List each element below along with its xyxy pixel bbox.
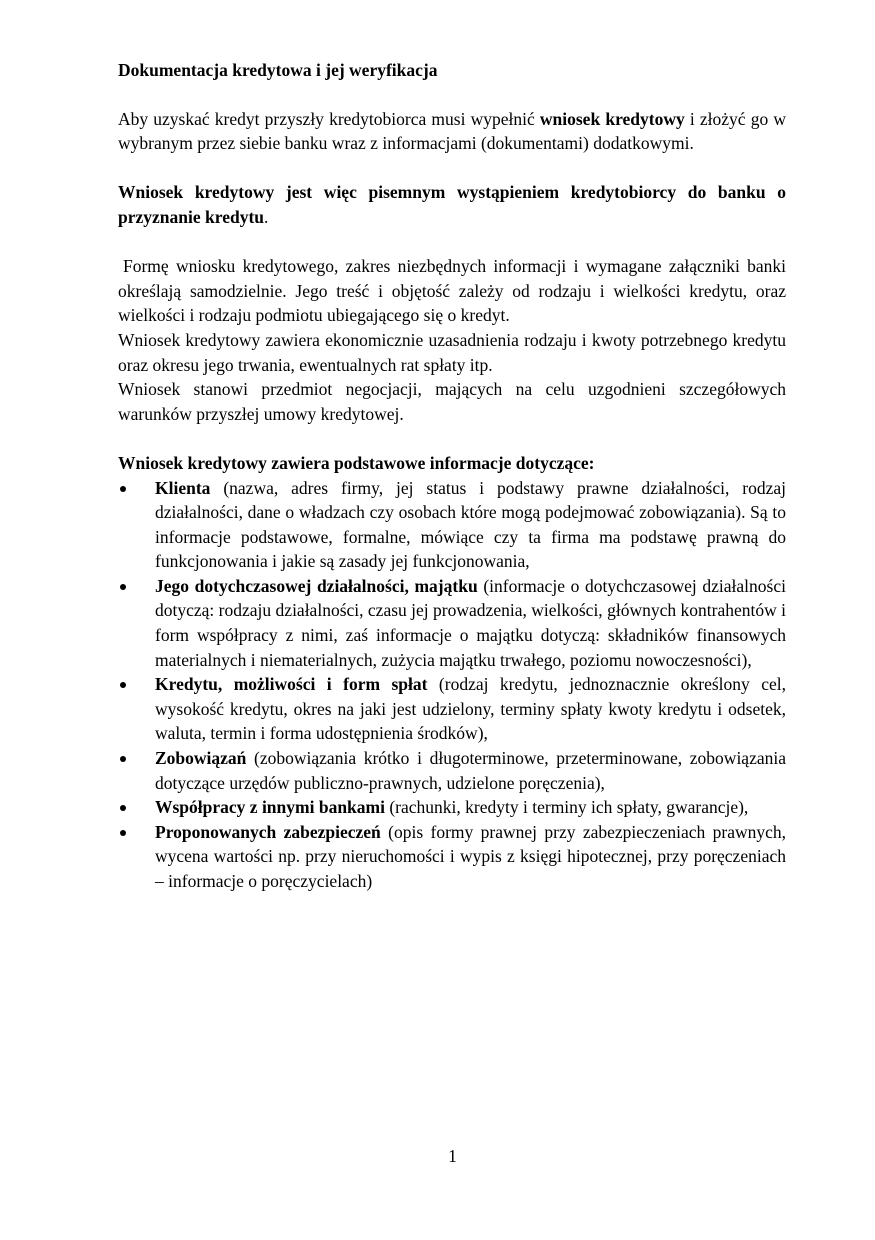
list-item xyxy=(118,476,786,574)
list-item-text: (rodzaj kredytu, jednoznacznie określony cel, wysokość kredytu, okres na jaki jest udzielony, terminy spłaty kwoty kredytu i odsetek, waluta, termin i forma udostępnienia środków), xyxy=(155,674,786,744)
list-item xyxy=(118,746,786,795)
list-item-bold: Klienta xyxy=(155,477,211,498)
definition-text-after: . xyxy=(264,206,269,227)
list-item xyxy=(118,672,786,746)
info-list xyxy=(118,476,786,894)
paragraph-negotiation: Wniosek stanowi przedmiot negocjacji, mających na celu uzgodnieni szczegółowych warunków przyszłej umowy kredytowej. xyxy=(118,379,786,424)
list-item xyxy=(118,795,786,820)
bullet-icon xyxy=(120,805,126,811)
list-item-text: (rachunki, kredyty i terminy ich spłaty, gwarancje), xyxy=(384,797,749,818)
bullet-icon xyxy=(120,756,126,762)
definition-paragraph xyxy=(118,180,786,229)
list-item-bold: Proponowanych zabezpieczeń xyxy=(155,821,381,842)
bullet-icon xyxy=(120,584,126,590)
document-title: Dokumentacja kredytowa i jej weryfikacja xyxy=(118,60,438,80)
paragraph-form: Formę wniosku kredytowego, zakres niezbędnych informacji i wymagane załączniki banki określają samodzielnie. Jego treść i objętość zależy od rodzaju i wielkości kredytu, oraz wielkości i rodzaju podmiotu ubiegającego się o kredyt. xyxy=(118,256,786,326)
page-number: 1 xyxy=(448,1146,457,1166)
list-item-text: (zobowiązania krótko i długoterminowe, przeterminowane, zobowiązania dotyczące urzędów publiczno-prawnych, udzielone poręczenia), xyxy=(155,748,786,793)
intro-text-before: Aby uzyskać kredyt przyszły kredytobiorca musi wypełnić xyxy=(118,108,540,129)
list-item-text: (nazwa, adres firmy, jej status i podstawy prawne działalności, rodzaj działalności, dane o władzach czy osobach które mogą podejmować zobowiązania). Są to informacje podstawowe, formalne, mówiące czy ta firma ma podstawę prawną do funkcjonowania i jakie są zasady jej funkcjonowania, xyxy=(155,477,786,572)
definition-bold-text: Wniosek kredytowy jest więc pisemnym wystąpieniem kredytobiorcy do banku o przyznanie kredytu xyxy=(118,182,786,227)
list-item-bold: Współpracy z innymi bankami xyxy=(155,797,385,818)
list-item-bold: Jego dotychczasowej działalności, majątku xyxy=(155,575,478,596)
list-item-text: (opis formy prawnej przy zabezpieczeniach prawnych, wycena wartości np. przy nieruchomości i wypis z księgi hipotecznej, przy poręczeniach – informacje o poręczycielach) xyxy=(155,821,786,891)
intro-text-after: i złożyć go w wybranym przez siebie banku wraz z informacjami (dokumentami) dodatkowymi. xyxy=(118,108,786,154)
bullet-icon xyxy=(120,830,126,836)
list-heading-text: Wniosek kredytowy zawiera podstawowe informacje dotyczące: xyxy=(118,452,595,473)
list-item xyxy=(118,574,786,672)
list-heading xyxy=(118,451,786,476)
bullet-icon xyxy=(120,486,126,492)
list-item-text: (informacje o dotychczasowej działalności dotyczą: rodzaju działalności, czasu jej prowadzenia, wielkości, głównych kontrahentów i form współpracy z nimi, zaś informacje o majątku dotyczą: składników finansowych materialnych i niematerialnych, zużycia majątku trwałego, poziomu nowoczesności), xyxy=(155,575,786,670)
bullet-icon xyxy=(120,682,126,688)
list-item xyxy=(118,820,786,894)
list-item-bold: Kredytu, możliwości i form spłat xyxy=(155,674,428,695)
intro-paragraph xyxy=(118,107,786,156)
list-item-bold: Zobowiązań xyxy=(155,748,247,769)
paragraph-content: Wniosek kredytowy zawiera ekonomicznie uzasadnienia rodzaju i kwoty potrzebnego kredytu oraz okresu jego trwania, ewentualnych rat spłaty itp. xyxy=(118,329,786,375)
document-page xyxy=(118,58,786,894)
intro-bold-term: wniosek kredytowy xyxy=(539,108,685,129)
